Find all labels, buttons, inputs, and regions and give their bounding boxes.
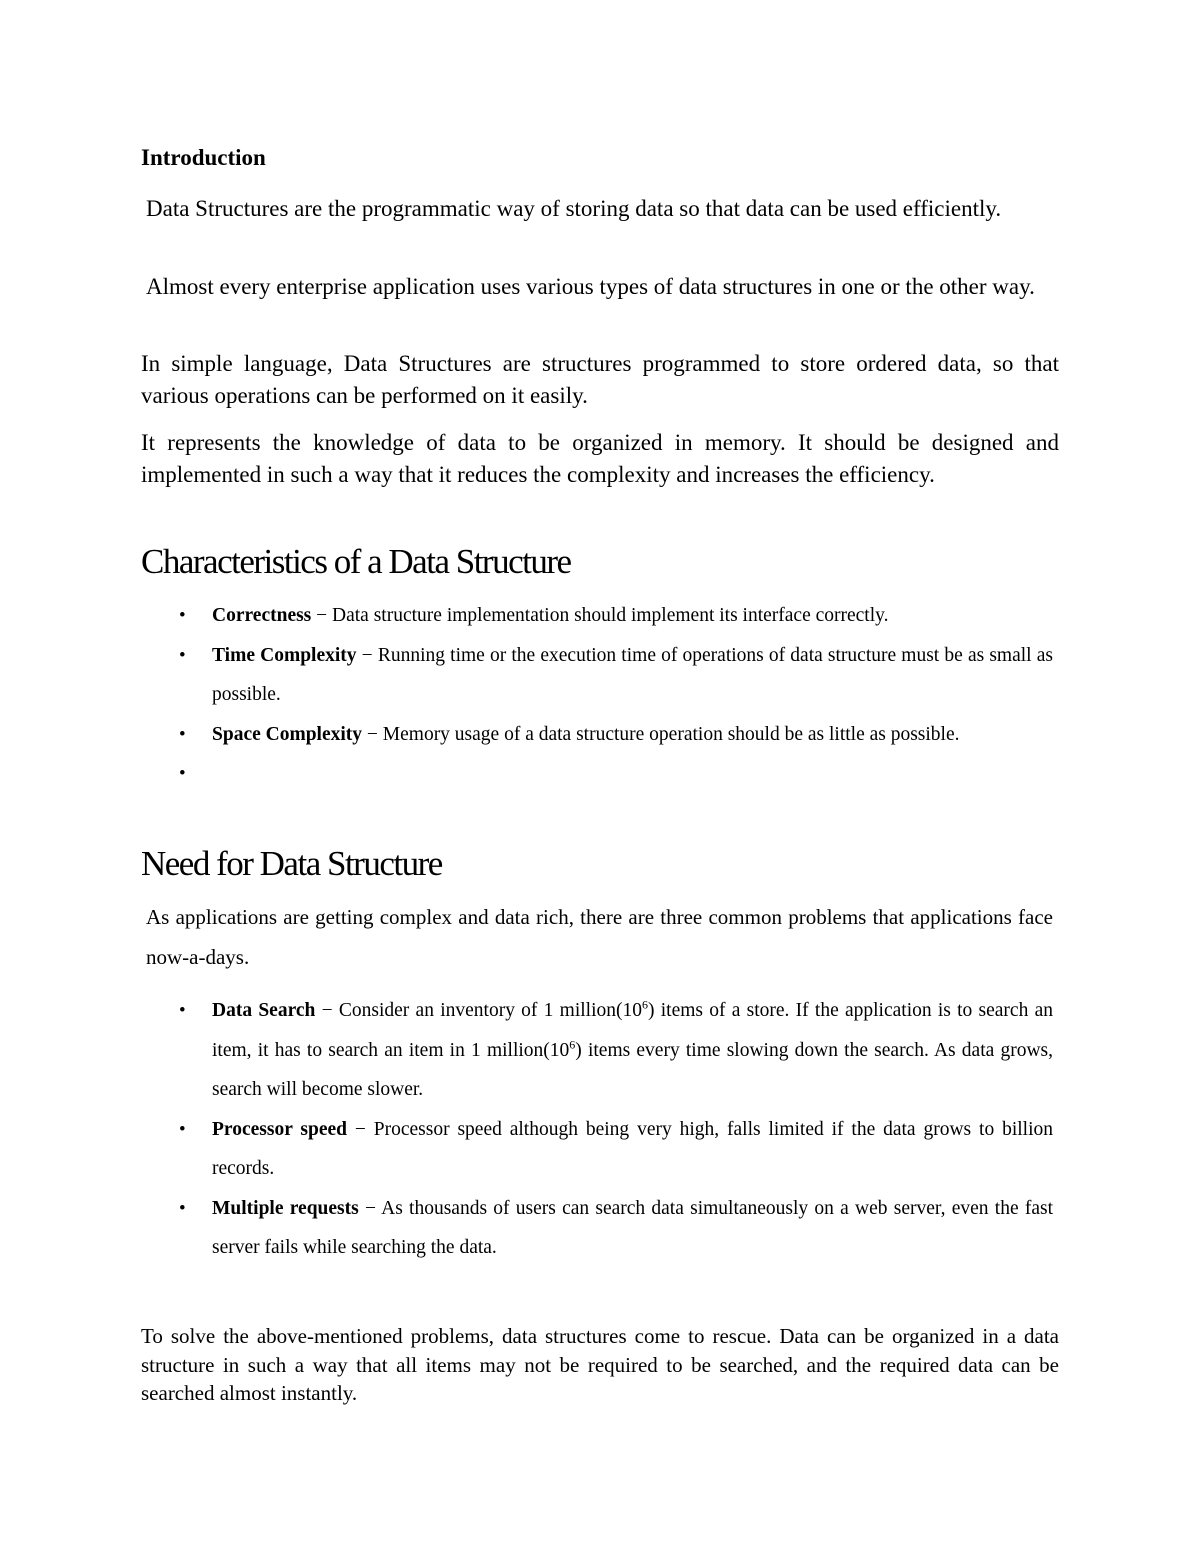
bullet-icon: • [179, 763, 186, 784]
item-text: Processor speed although being very high, falls limited if the data grows to billion records. [212, 1118, 1053, 1179]
intro-paragraph-3: In simple language, Data Structures are structures programmed to store ordered data, so that various operations can be performed on it easily. [141, 351, 1059, 408]
bullet-icon: • [179, 1118, 186, 1140]
intro-paragraph-1: Data Structures are the programmatic way of storing data so that data can be used efficiently. [146, 196, 1002, 221]
term-processor-speed: Processor speed [212, 1118, 347, 1140]
item-separator: − [362, 723, 383, 745]
term-correctness: Correctness [212, 605, 312, 626]
item-separator: − [311, 605, 333, 626]
item-text: Running time or the execution time of operations of data structure must be as small as possible. [212, 644, 1053, 705]
term-space-complexity: Space Complexity [212, 723, 363, 745]
item-separator: − [315, 1000, 339, 1021]
need-intro-paragraph: As applications are getting complex and data rich, there are three common problems that applications face now-a-days. [146, 905, 1053, 969]
bullet-icon: • [179, 1197, 186, 1219]
bullet-icon: • [179, 644, 186, 666]
bullet-icon: • [179, 605, 186, 626]
item-text: ) items every time slowing down the search. As data grows, search will become slower. [212, 1039, 1053, 1100]
item-text: As thousands of users can search data simultaneously on a web server, even the fast server fails while searching the data. [212, 1197, 1054, 1258]
term-data-search: Data Search [212, 1000, 316, 1021]
item-text: Memory usage of a data structure operation should be as little as possible. [382, 723, 960, 745]
superscript: 6 [569, 1037, 576, 1051]
need-heading: Need for Data Structure [141, 844, 442, 883]
empty-list-item [141, 754, 1053, 794]
characteristics-list [141, 596, 1053, 794]
item-separator: − [356, 644, 378, 666]
list-item [141, 991, 1053, 1110]
item-text: ) items of a store. If the application is to search an item, it has to search an item in 1 million(10 [212, 1000, 1053, 1061]
item-separator: − [358, 1197, 382, 1219]
intro-paragraph-4: It represents the knowledge of data to be organized in memory. It should be designed and implemented in such a way that it reduces the complexity and increases the efficiency. [141, 430, 1059, 487]
characteristics-heading: Characteristics of a Data Structure [141, 542, 571, 581]
list-item [141, 1189, 1053, 1268]
list-item [141, 715, 1053, 755]
term-time-complexity: Time Complexity [212, 644, 357, 666]
list-item [141, 636, 1053, 715]
closing-paragraph: To solve the above-mentioned problems, data structures come to rescue. Data can be organized in a data structure in such a way that all items may not be required to be searched, and the required data can be searched almost instantly. [141, 1324, 1059, 1405]
list-item [141, 596, 1053, 636]
need-list [141, 991, 1053, 1268]
list-item [141, 1110, 1053, 1189]
term-multiple-requests: Multiple requests [212, 1197, 359, 1219]
intro-paragraph-2: Almost every enterprise application uses various types of data structures in one or the other way. [146, 274, 1035, 299]
superscript: 6 [642, 997, 649, 1012]
item-text: Data structure implementation should implement its interface correctly. [332, 605, 889, 626]
item-separator: − [346, 1118, 374, 1140]
intro-heading: Introduction [141, 145, 266, 170]
item-text: Consider an inventory of 1 million(10 [338, 1000, 643, 1021]
bullet-icon: • [179, 723, 186, 745]
bullet-icon: • [179, 1000, 186, 1021]
